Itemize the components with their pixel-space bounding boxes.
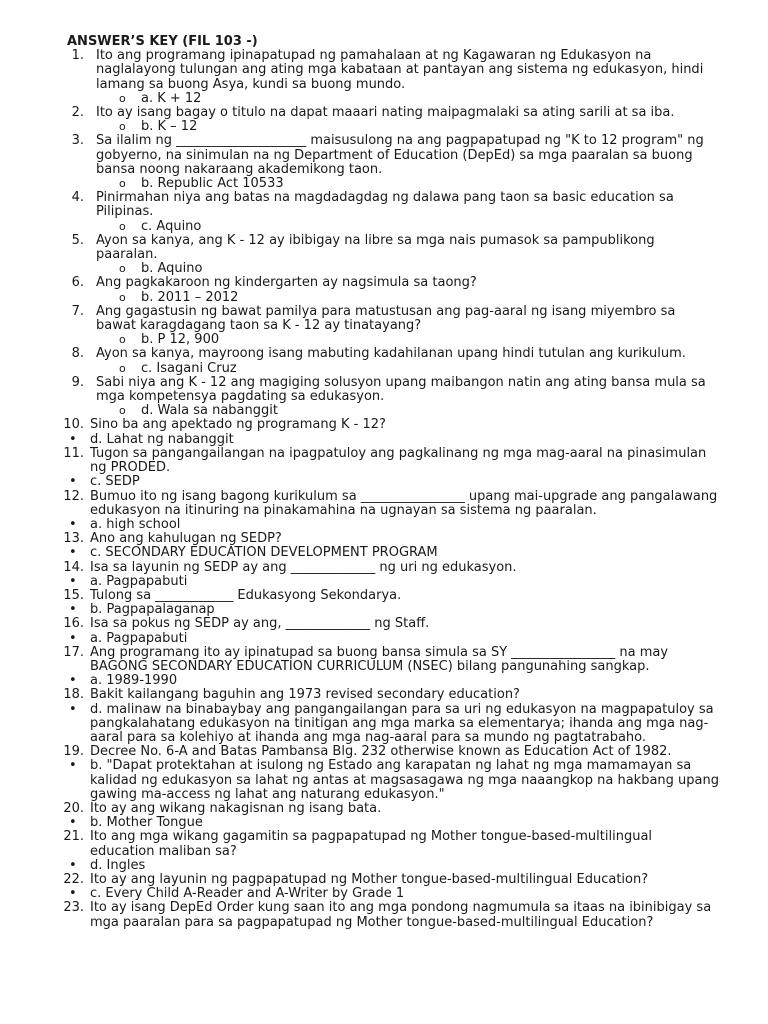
circle-bullet-icon: o (119, 219, 126, 233)
question-number: 11. (63, 445, 84, 461)
answer-text: d. malinaw na binabaybay ang pangangailangan para sa uri ng edukasyon na magpapatuloy sa pangkalahatang edukasyon na tinitigan ang mga marka sa elementarya; ihanda ang mga nag-aaral para sa kolehiyo at ihanda ang mga nag-aaral para sa mundo ng pagtatrabaho. (90, 701, 714, 745)
question-number: 6. (71, 275, 84, 291)
question-text: Ang programang ito ay ipinatupad sa buong bansa simula sa SY ________________ na may BAGONG SECONDARY EDUCATION CURRICULUM (NSEC) bilang pangunahing sangkap. (90, 644, 669, 674)
question-text: Sabi niya ang K - 12 ang magiging solusyon upang maibangon natin ang ating bansa mula sa mga kompetensya pagdating sa edukasyon. (96, 374, 706, 405)
answer-text: b. P 12, 900 (141, 332, 220, 348)
bullet-icon: • (69, 474, 77, 490)
answer-text: a. Pagpapabuti (90, 630, 188, 646)
bullet-icon: • (69, 758, 77, 774)
circle-bullet-icon: o (119, 91, 126, 105)
question-text: Ayon sa kanya, mayroong isang mabuting kadahilanan upang hindi tutulan ang kurikulum. (96, 346, 686, 362)
answer-item (0, 575, 768, 589)
question-number: 18. (63, 687, 84, 703)
bullet-icon: • (69, 630, 77, 646)
question-item (0, 617, 768, 631)
circle-bullet-icon: o (119, 290, 126, 304)
question-text: Bumuo ito ng isang bagong kurikulum sa ________________ upang mai-upgrade ang pangalawang edukasyon na itinuring na pinakamahina na ugnayan sa sistema ng paaralan. (90, 488, 718, 518)
question-number: 14. (63, 559, 84, 575)
question-text: Ito ay isang DepEd Order kung saan ito ang mga pondong nagmumula sa itaas na ibinibigay sa mga paaralan para sa pagpapatupad ng Mother tongue-based-multilingual Education? (90, 900, 712, 930)
question-item (0, 688, 768, 702)
question-number: 9. (71, 374, 84, 390)
question-number: 5. (71, 232, 84, 248)
answer-item (0, 333, 768, 347)
answer-item (0, 291, 768, 305)
question-text: Ayon sa kanya, ang K - 12 ay ibibigay na libre sa mga nais pumasok sa pampublikong paaralan. (96, 232, 655, 263)
answer-item (0, 120, 768, 134)
answer-text: b. "Dapat protektahan at isulong ng Estado ang karapatan ng lahat ng mga mamamayan sa kalidad ng edukasyon sa lahat ng antas at magsasagawa ng mga naaangkop na hakbang upang gawing ma-access ng lahat ang naturang edukasyon." (90, 758, 719, 802)
question-item (0, 802, 768, 816)
bullet-icon: • (69, 857, 77, 873)
circle-bullet-icon: o (119, 333, 126, 347)
question-item (0, 276, 768, 290)
question-text: Tulong sa ____________ Edukasyong Sekondarya. (90, 587, 402, 603)
answer-text: b. Pagpapalaganap (90, 602, 215, 618)
question-item (0, 561, 768, 575)
answer-item (0, 674, 768, 688)
circle-bullet-icon: o (119, 120, 126, 134)
bullet-icon: • (69, 516, 77, 532)
bullet-icon: • (69, 573, 77, 589)
answer-text: b. 2011 – 2012 (141, 289, 239, 305)
question-text: Ang pagkakaroon ng kindergarten ay nagsimula sa taong? (96, 275, 477, 291)
question-number: 12. (63, 488, 84, 504)
question-number: 13. (63, 531, 84, 547)
answer-item (0, 887, 768, 901)
question-text: Tugon sa pangangailangan na ipagpatuloy ang pagkalinang ng mga mag-aaral na pinasimulan ng PRODED. (90, 445, 707, 476)
bullet-icon: • (69, 431, 77, 447)
question-item (0, 830, 768, 858)
question-text: Ito ay isang bagay o titulo na dapat maaari nating maipagmalaki sa ating sarili at sa iba. (96, 105, 675, 121)
answer-text: b. Republic Act 10533 (141, 176, 284, 192)
question-text: Decree No. 6-A and Batas Pambansa Blg. 232 otherwise known as Education Act of 1982. (90, 744, 672, 760)
answer-text: c. Isagani Cruz (141, 360, 237, 376)
bullet-icon: • (69, 545, 77, 561)
question-list (0, 49, 768, 930)
question-number: 7. (71, 303, 84, 319)
bullet-icon: • (69, 602, 77, 618)
question-number: 16. (63, 616, 84, 632)
answer-item (0, 433, 768, 447)
answer-text: a. K + 12 (141, 90, 202, 106)
answer-text: b. Aquino (141, 261, 203, 277)
answer-item (0, 518, 768, 532)
answer-item (0, 816, 768, 830)
question-number: 23. (63, 900, 84, 916)
question-text: Ito ang programang ipinapatupad ng pamahalaan at ng Kagawaran ng Edukasyon na naglalayong tulungan ang ating mga kabataan at pantayan ang sistema ng edukasyon, hindi lamang sa buong Asya, kundi sa buong mundo. (96, 48, 704, 92)
question-text: Isa sa pokus ng SEDP ay ang, _____________ ng Staff. (90, 616, 430, 632)
answer-item (0, 759, 768, 802)
answer-item (0, 859, 768, 873)
question-number: 8. (71, 346, 84, 362)
question-item (0, 873, 768, 887)
question-text: Ito ay ang wikang nakagisnan ng isang bata. (90, 800, 382, 816)
question-item (0, 134, 768, 177)
question-text: Isa sa layunin ng SEDP ay ang _____________ ng uri ng edukasyon. (90, 559, 517, 575)
question-text: Ito ang mga wikang gagamitin sa pagpapatupad ng Mother tongue-based-multilingual education maliban sa? (90, 829, 653, 859)
bullet-icon: • (69, 701, 77, 717)
question-text: Ang gagastusin ng bawat pamilya para matustusan ang pag-aaral ng isang miyembro sa bawat karagdagang taon sa K - 12 ay tinatayang? (96, 303, 676, 334)
question-text: Sa ilalim ng ____________________ maisusulong na ang pagpapatupad ng "K to 12 program" ng gobyerno, na sinimulan na ng Department of Education (DepEd) sa mga paaralan sa buong bansa noong nakaraang akademikong taon. (96, 133, 704, 177)
answer-text: d. Lahat ng nabanggit (90, 431, 234, 447)
answer-item (0, 262, 768, 276)
question-item (0, 490, 768, 518)
answer-text: c. Aquino (141, 218, 202, 234)
question-number: 4. (71, 190, 84, 206)
question-item (0, 106, 768, 120)
answer-item (0, 92, 768, 106)
answer-text: a. 1989-1990 (90, 673, 178, 689)
question-item (0, 646, 768, 674)
circle-bullet-icon: o (119, 404, 126, 418)
question-number: 1. (71, 48, 84, 64)
question-number: 17. (63, 644, 84, 660)
question-number: 3. (71, 133, 84, 149)
answer-key-document (0, 35, 768, 930)
question-number: 19. (63, 744, 84, 760)
circle-bullet-icon: o (119, 262, 126, 276)
bullet-icon: • (69, 673, 77, 689)
question-number: 15. (63, 587, 84, 603)
question-number: 2. (71, 105, 84, 121)
question-item (0, 418, 768, 432)
question-item (0, 49, 768, 92)
question-item (0, 305, 768, 333)
document-title: ANSWER’S KEY (FIL 103 -) (67, 34, 258, 49)
answer-text: c. SEDP (90, 474, 140, 490)
question-item (0, 589, 768, 603)
answer-text: a. high school (90, 516, 181, 532)
question-text: Pinirmahan niya ang batas na magdadagdag ng dalawa pang taon sa basic education sa Pilipinas. (96, 190, 674, 220)
answer-item (0, 603, 768, 617)
question-text: Ito ay ang layunin ng pagpapatupad ng Mother tongue-based-multilingual Education? (90, 871, 649, 887)
answer-text: d. Wala sa nabanggit (141, 403, 278, 419)
answer-item (0, 703, 768, 746)
question-item (0, 532, 768, 546)
answer-item (0, 475, 768, 489)
answer-text: d. Ingles (90, 857, 146, 873)
question-number: 10. (63, 417, 84, 433)
answer-text: c. Every Child A-Reader and A-Writer by Grade 1 (90, 886, 405, 902)
question-item (0, 376, 768, 404)
bullet-icon: • (69, 886, 77, 902)
answer-item (0, 362, 768, 376)
answer-item (0, 632, 768, 646)
circle-bullet-icon: o (119, 177, 126, 191)
question-text: Ano ang kahulugan ng SEDP? (90, 531, 282, 547)
answer-item (0, 220, 768, 234)
answer-text: b. K – 12 (141, 119, 198, 135)
answer-text: b. Mother Tongue (90, 815, 203, 831)
question-text: Sino ba ang apektado ng programang K - 12? (90, 417, 386, 433)
question-item (0, 901, 768, 929)
question-number: 20. (63, 800, 84, 816)
answer-text: c. SECONDARY EDUCATION DEVELOPMENT PROGRAM (90, 545, 438, 561)
answer-item (0, 546, 768, 560)
question-item (0, 191, 768, 219)
answer-item (0, 404, 768, 418)
question-number: 21. (63, 829, 84, 845)
question-item (0, 745, 768, 759)
question-number: 22. (63, 871, 84, 887)
question-item (0, 234, 768, 262)
question-item (0, 447, 768, 475)
bullet-icon: • (69, 815, 77, 831)
question-item (0, 347, 768, 361)
question-text: Bakit kailangang baguhin ang 1973 revised secondary education? (90, 687, 520, 703)
answer-item (0, 177, 768, 191)
answer-text: a. Pagpapabuti (90, 573, 188, 589)
circle-bullet-icon: o (119, 361, 126, 375)
